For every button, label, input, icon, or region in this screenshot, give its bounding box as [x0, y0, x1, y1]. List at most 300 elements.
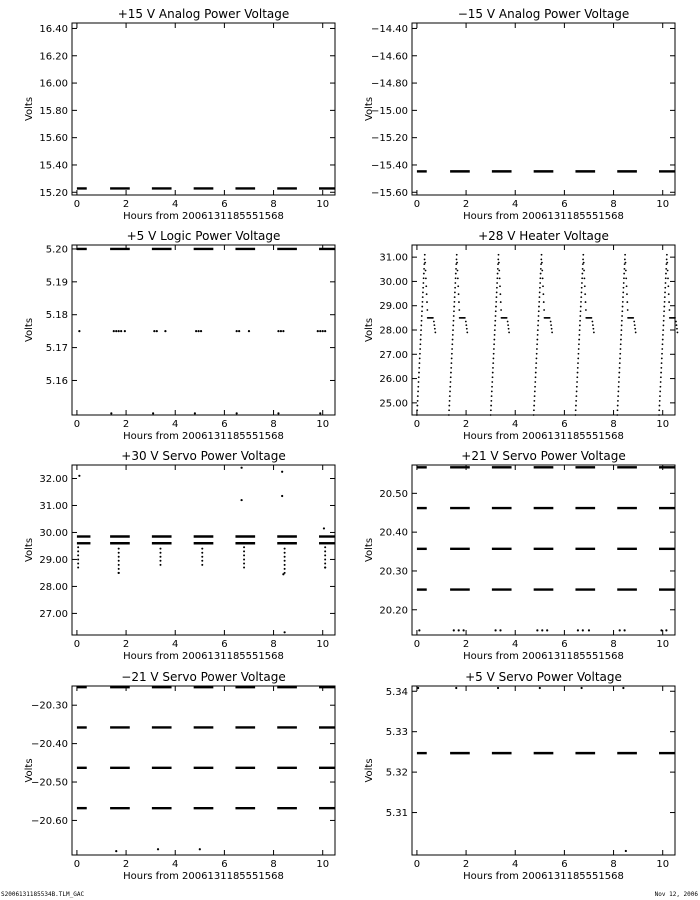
data-point — [623, 277, 625, 279]
x-tick-label: 6 — [561, 199, 568, 210]
data-point — [448, 414, 450, 416]
data-point — [324, 558, 326, 560]
y-tick-label: 27.00 — [379, 349, 408, 361]
data-point — [426, 293, 428, 295]
data-point — [541, 629, 543, 631]
data-point — [497, 263, 499, 265]
data-point — [324, 546, 326, 548]
data-point — [623, 282, 625, 284]
data-point — [580, 301, 582, 303]
data-point — [675, 321, 677, 323]
data-point — [541, 262, 543, 264]
data-point — [458, 301, 460, 303]
data-point — [497, 259, 499, 261]
data-point — [585, 301, 587, 303]
data-point — [451, 362, 453, 364]
data-point — [491, 395, 493, 397]
data-point — [536, 629, 538, 631]
data-point — [416, 409, 418, 411]
data-point — [458, 629, 460, 631]
data-point — [464, 317, 466, 319]
data-point — [457, 270, 459, 272]
data-point — [534, 391, 536, 393]
data-point — [617, 391, 619, 393]
y-tick-label: 15.20 — [39, 187, 68, 199]
data-point — [660, 367, 662, 369]
chart-panel-7 — [24, 670, 335, 882]
data-point — [592, 324, 594, 326]
data-point — [319, 330, 321, 332]
x-tick-label: 10 — [656, 639, 670, 650]
y-tick-label: −14.60 — [370, 51, 408, 63]
data-point — [420, 334, 422, 336]
data-point — [419, 353, 421, 355]
data-point — [659, 395, 661, 397]
data-point — [240, 467, 242, 469]
data-point — [77, 546, 79, 548]
data-point — [539, 687, 541, 689]
data-point — [661, 353, 663, 355]
data-point — [582, 254, 584, 256]
data-point — [199, 848, 201, 850]
data-point — [416, 414, 418, 416]
y-tick-label: 5.31 — [385, 808, 408, 820]
data-point — [536, 343, 538, 345]
data-point — [432, 317, 434, 319]
data-point — [497, 268, 499, 270]
data-point — [495, 306, 497, 308]
data-point — [661, 348, 663, 350]
data-point — [621, 325, 623, 327]
data-point — [583, 262, 585, 264]
y-tick-label: −14.40 — [370, 23, 408, 35]
data-point — [662, 334, 664, 336]
data-point — [660, 376, 662, 378]
data-point — [551, 332, 553, 334]
data-point — [448, 409, 450, 411]
data-point — [421, 306, 423, 308]
x-tick-label: 6 — [561, 419, 568, 430]
data-point — [576, 391, 578, 393]
data-point — [284, 548, 286, 550]
data-point — [456, 259, 458, 261]
y-tick-label: 20.30 — [379, 566, 408, 578]
x-axis-label: Hours from 2006131185551568 — [463, 211, 624, 222]
data-point — [434, 332, 436, 334]
data-point — [417, 400, 419, 402]
data-point — [623, 273, 625, 275]
data-point — [423, 277, 425, 279]
data-point — [625, 270, 627, 272]
data-point — [159, 552, 161, 554]
x-axis-label: Hours from 2006131185551568 — [123, 651, 284, 662]
data-point — [426, 301, 428, 303]
data-point — [620, 343, 622, 345]
data-point — [663, 306, 665, 308]
data-point — [422, 287, 424, 289]
x-tick-label: 8 — [270, 199, 277, 210]
plot-frame — [72, 686, 335, 855]
y-tick-label: 29.00 — [379, 301, 408, 313]
x-tick-label: 6 — [221, 639, 228, 650]
data-point — [153, 330, 155, 332]
data-point — [661, 362, 663, 364]
x-tick-label: 8 — [270, 859, 277, 870]
data-point — [454, 301, 456, 303]
data-point — [666, 263, 668, 265]
data-point — [593, 332, 595, 334]
data-point — [579, 329, 581, 331]
data-point — [507, 324, 509, 326]
data-point — [159, 560, 161, 562]
data-point — [492, 367, 494, 369]
data-point — [498, 270, 500, 272]
x-tick-label: 8 — [270, 639, 277, 650]
data-point — [576, 376, 578, 378]
data-point — [458, 293, 460, 295]
x-tick-label: 4 — [172, 199, 179, 210]
data-point — [124, 330, 126, 332]
data-point — [499, 285, 501, 287]
data-point — [497, 687, 499, 689]
data-point — [663, 325, 665, 327]
data-point — [494, 320, 496, 322]
data-point — [236, 330, 238, 332]
data-point — [550, 321, 552, 323]
data-point — [284, 564, 286, 566]
data-point — [617, 400, 619, 402]
footer-file-label: S2006131185534B.TLM_GAC — [1, 891, 85, 898]
data-point — [581, 287, 583, 289]
y-tick-label: −14.80 — [370, 78, 408, 90]
x-tick-label: 4 — [172, 419, 179, 430]
data-point — [490, 409, 492, 411]
data-point — [499, 277, 501, 279]
data-point — [623, 287, 625, 289]
data-point — [667, 285, 669, 287]
data-point — [492, 372, 494, 374]
y-tick-label: −20.40 — [30, 739, 68, 751]
data-marks — [417, 467, 675, 631]
x-tick-label: 4 — [172, 859, 179, 870]
data-point — [156, 330, 158, 332]
data-point — [664, 296, 666, 298]
data-point — [424, 262, 426, 264]
data-point — [618, 372, 620, 374]
data-point — [507, 321, 509, 323]
data-point — [421, 320, 423, 322]
data-point — [77, 567, 79, 569]
data-point — [78, 475, 80, 477]
data-point — [634, 324, 636, 326]
y-axis-label: Volts — [364, 758, 375, 783]
data-point — [534, 395, 536, 397]
chart-title: +28 V Heater Voltage — [478, 229, 609, 243]
data-point — [633, 321, 635, 323]
data-point — [541, 270, 543, 272]
data-point — [617, 409, 619, 411]
data-point — [497, 273, 499, 275]
x-tick-label: 2 — [462, 199, 470, 210]
y-tick-label: 20.40 — [379, 527, 408, 539]
data-point — [659, 391, 661, 393]
data-point — [543, 301, 545, 303]
data-point — [118, 330, 120, 332]
data-point — [157, 848, 159, 850]
data-point — [238, 330, 240, 332]
data-point — [666, 254, 668, 256]
data-point — [416, 405, 418, 407]
data-point — [624, 268, 626, 270]
data-point — [77, 562, 79, 564]
data-point — [660, 386, 662, 388]
chart-panel-5 — [24, 449, 335, 662]
data-point — [453, 310, 455, 312]
data-point — [77, 554, 79, 556]
data-point — [197, 330, 199, 332]
data-point — [658, 414, 660, 416]
data-point — [540, 259, 542, 261]
data-point — [534, 381, 536, 383]
data-point — [324, 566, 326, 568]
chart-title: +5 V Logic Power Voltage — [126, 229, 281, 243]
data-point — [667, 270, 669, 272]
y-axis-label: Volts — [364, 317, 375, 343]
data-point — [667, 277, 669, 279]
x-tick-label: 6 — [221, 419, 228, 430]
data-point — [533, 400, 535, 402]
plot-frame — [412, 245, 675, 415]
x-tick-label: 10 — [656, 859, 670, 870]
data-point — [500, 309, 502, 311]
data-point — [576, 386, 578, 388]
data-point — [324, 562, 326, 564]
data-point — [110, 412, 112, 414]
data-point — [662, 329, 664, 331]
data-point — [536, 358, 538, 360]
data-point — [575, 405, 577, 407]
data-point — [113, 330, 115, 332]
data-point — [665, 277, 667, 279]
data-point — [323, 527, 325, 529]
data-point — [538, 315, 540, 317]
data-point — [495, 301, 497, 303]
data-point — [617, 395, 619, 397]
data-marks — [77, 249, 335, 415]
data-point — [159, 556, 161, 558]
data-point — [322, 330, 324, 332]
data-point — [624, 259, 626, 261]
data-point — [634, 328, 636, 330]
y-tick-label: 20.50 — [379, 488, 408, 500]
data-point — [284, 556, 286, 558]
data-point — [535, 372, 537, 374]
data-point — [465, 321, 467, 323]
data-point — [424, 259, 426, 261]
data-point — [450, 372, 452, 374]
data-point — [662, 343, 664, 345]
data-point — [625, 262, 627, 264]
data-point — [620, 348, 622, 350]
plot-frame — [412, 23, 675, 195]
data-point — [580, 687, 582, 689]
data-marks — [77, 687, 335, 852]
data-point — [118, 548, 120, 550]
data-point — [284, 560, 286, 562]
data-point — [575, 400, 577, 402]
data-point — [537, 334, 539, 336]
data-point — [453, 320, 455, 322]
data-point — [540, 268, 542, 270]
data-point — [457, 285, 459, 287]
data-point — [118, 564, 120, 566]
data-point — [422, 301, 424, 303]
x-axis-label: Hours from 2006131185551568 — [123, 211, 284, 222]
data-point — [243, 558, 245, 560]
data-point — [282, 330, 284, 332]
data-point — [418, 367, 420, 369]
data-point — [580, 296, 582, 298]
data-point — [619, 358, 621, 360]
data-point — [423, 263, 425, 265]
data-point — [578, 343, 580, 345]
data-point — [491, 386, 493, 388]
data-point — [536, 348, 538, 350]
data-point — [579, 320, 581, 322]
x-tick-label: 4 — [512, 419, 519, 430]
data-point — [463, 629, 465, 631]
data-point — [542, 277, 544, 279]
data-point — [578, 353, 580, 355]
data-point — [677, 332, 679, 334]
data-point — [537, 325, 539, 327]
data-point — [621, 320, 623, 322]
data-point — [665, 629, 667, 631]
data-point — [578, 339, 580, 341]
data-point — [622, 292, 624, 294]
data-point — [538, 301, 540, 303]
chart-panel-8 — [364, 670, 675, 882]
chart-panel-6 — [364, 449, 675, 662]
data-point — [533, 405, 535, 407]
data-point — [620, 339, 622, 341]
x-axis-label: Hours from 2006131185551568 — [463, 871, 624, 882]
data-point — [152, 412, 154, 414]
data-point — [635, 332, 637, 334]
data-point — [424, 254, 426, 256]
data-point — [582, 263, 584, 265]
data-point — [277, 330, 279, 332]
data-point — [494, 629, 496, 631]
data-point — [666, 262, 668, 264]
data-point — [616, 414, 618, 416]
data-point — [659, 405, 661, 407]
chart-panel-4 — [364, 229, 678, 442]
x-tick-label: 10 — [316, 419, 330, 430]
data-point — [584, 277, 586, 279]
data-point — [543, 309, 545, 311]
data-point — [619, 367, 621, 369]
data-point — [499, 629, 501, 631]
data-point — [539, 292, 541, 294]
data-point — [577, 367, 579, 369]
data-point — [455, 687, 457, 689]
plot-frame — [72, 23, 335, 195]
y-tick-label: 27.00 — [39, 608, 68, 620]
data-point — [458, 309, 460, 311]
data-point — [450, 376, 452, 378]
data-point — [617, 405, 619, 407]
data-point — [624, 629, 626, 631]
data-point — [454, 292, 456, 294]
data-point — [665, 268, 667, 270]
data-point — [506, 317, 508, 319]
y-tick-label: −15.60 — [370, 187, 408, 199]
y-tick-label: −15.20 — [370, 133, 408, 145]
data-point — [621, 315, 623, 317]
x-tick-label: 4 — [512, 199, 519, 210]
data-point — [624, 254, 626, 256]
data-point — [663, 310, 665, 312]
data-point — [420, 339, 422, 341]
data-point — [508, 328, 510, 330]
data-point — [466, 332, 468, 334]
x-tick-label: 0 — [413, 639, 421, 650]
data-point — [449, 391, 451, 393]
data-point — [551, 328, 553, 330]
data-point — [537, 320, 539, 322]
data-point — [118, 552, 120, 554]
data-point — [585, 309, 587, 311]
data-point — [632, 317, 634, 319]
data-point — [457, 277, 459, 279]
chart-panel-1 — [24, 7, 335, 222]
x-tick-label: 10 — [656, 199, 670, 210]
data-point — [164, 330, 166, 332]
data-point — [243, 562, 245, 564]
data-point — [535, 376, 537, 378]
data-point — [496, 277, 498, 279]
y-axis-label: Volts — [364, 96, 375, 122]
y-tick-label: 5.34 — [385, 686, 408, 698]
data-point — [538, 306, 540, 308]
x-tick-label: 10 — [316, 199, 330, 210]
data-point — [494, 325, 496, 327]
data-point — [624, 263, 626, 265]
data-point — [284, 568, 286, 570]
y-tick-label: 5.33 — [385, 727, 408, 739]
data-point — [659, 400, 661, 402]
data-point — [454, 296, 456, 298]
data-point — [455, 277, 457, 279]
data-point — [660, 381, 662, 383]
data-point — [536, 339, 538, 341]
data-point — [580, 306, 582, 308]
data-point — [579, 315, 581, 317]
y-tick-label: 15.60 — [39, 133, 68, 145]
data-point — [418, 376, 420, 378]
data-point — [580, 310, 582, 312]
x-tick-label: 6 — [561, 639, 568, 650]
x-tick-label: 2 — [122, 419, 130, 430]
data-point — [546, 629, 548, 631]
data-point — [579, 325, 581, 327]
data-point — [492, 362, 494, 364]
x-tick-label: 10 — [656, 419, 670, 430]
data-point — [493, 358, 495, 360]
data-point — [422, 296, 424, 298]
y-tick-label: 16.40 — [39, 23, 68, 35]
